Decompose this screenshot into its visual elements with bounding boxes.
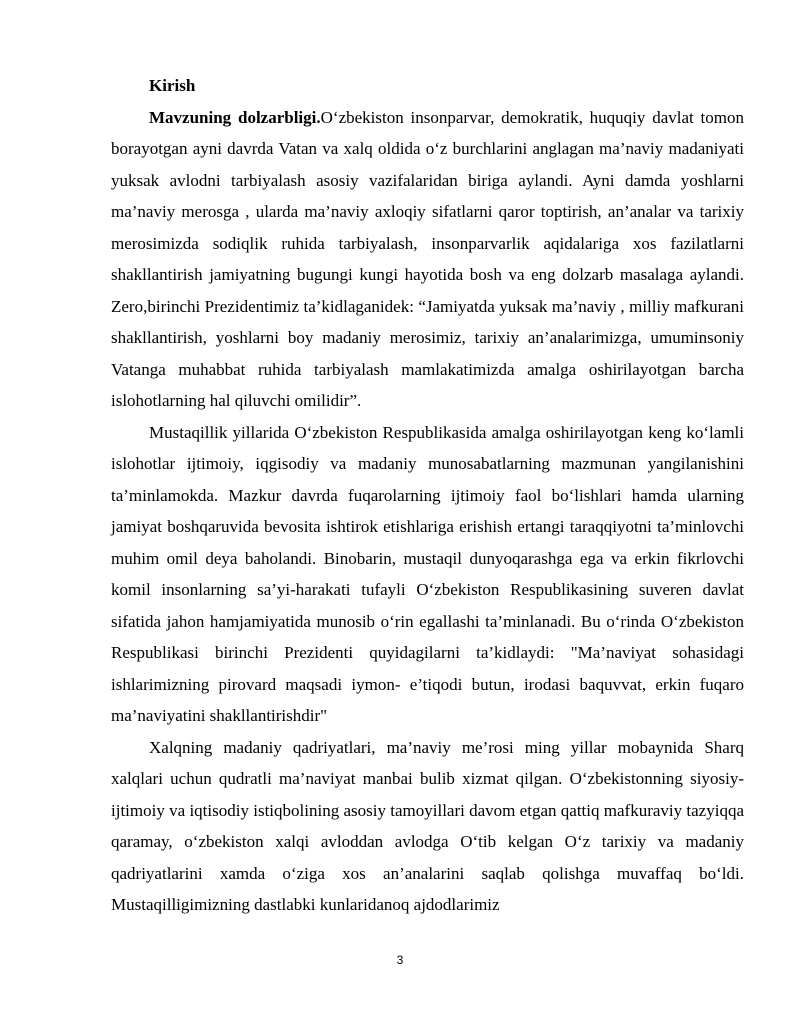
paragraph-text: O‘zbekiston insonparvar, demokratik, huquqiy davlat tomon borayotgan ayni davrda Vatan va xalq oldida o‘z burchlarini anglagan ma’naviy madaniyati yuksak avlodni tarbiyalash asosiy vazifalaridan biriga aylandi. Ayni damda yoshlarni ma’naviy merosga , ularda ma’naviy axloqiy sifatlarni qaror toptirish, an’analar va tarixiy merosimizda sodiqlik ruhida tarbiyalash, insonparvarlik aqidalariga xos fazilatlarni shakllantirish jamiyatning bugungi kungi hayotida bosh va eng dolzarb masalaga aylandi. Zero,birinchi Prezidentimiz ta’kidlaganidek: “Jamiyatda yuksak ma’naviy , milliy mafkurani shakllantirish, yoshlarni boy madaniy merosimiz, tarixiy an’analarimizga, umuminsoniy Vatanga muhabbat ruhida tarbiyalash mamlakatimizda amalga oshirilayotgan barcha islohotlarning hal qiluvchi omilidir”. [111,107,744,410]
paragraph-lead: Mavzuning dolzarbligi. [149,107,321,127]
paragraph-values: Xalqning madaniy qadriyatlari, ma’naviy me’rosi ming yillar mobaynida Sharq xalqlari uchun qudratli ma’naviyat manbai bulib xizmat qilgan. O‘zbekistonning siyosiy- ijtimoiy va iqtisodiy istiqbolining asosiy tamoyillari davom etgan qattiq mafkuraviy tazyiqqa qaramay, o‘zbekiston xalqi avloddan avlodga O‘tib kelgan O‘z tarixiy va madaniy qadriyatlarini xamda o‘ziga xos an’analarini saqlab qolishga muvaffaq bo‘ldi. Mustaqilligimizning dastlabki kunlaridanoq ajdodlarimiz [111,737,744,914]
document-body [111,70,744,921]
paragraph-relevance [111,102,744,417]
page-number: 3 [396,953,404,967]
section-heading: Kirish [149,76,196,95]
paragraph-independence: Mustaqillik yillarida O‘zbekiston Respublikasida amalga oshirilayotgan keng ko‘lamli islohotlar ijtimoiy, iqgisodiy va madaniy munosabatlarning mazmunan yangilanishini ta’minlamokda. Mazkur davrda fuqarolarning ijtimoiy faol bo‘lishlari hamda ularning jamiyat boshqaruvida bevosita ishtirok etishlariga erishish ertangi taraqqiyotni ta’minlovchi muhim omil deya baholandi. Binobarin, mustaqil dunyoqarashga ega va erkin fikrlovchi komil insonlarning sa’yi-harakati tufayli O‘zbekiston Respublikasining suveren davlat sifatida jahon hamjamiyatida munosib o‘rin egallashi ta’minlanadi. Bu o‘rinda O‘zbekiston Respublikasi birinchi Prezidenti quyidagilarni ta’kidlaydi: "Ma’naviyat sohasidagi ishlarimizning pirovard maqsadi iymon- e’tiqodi butun, irodasi baquvvat, erkin fuqaro ma’naviyatini shakllantirishdir" [111,422,744,725]
